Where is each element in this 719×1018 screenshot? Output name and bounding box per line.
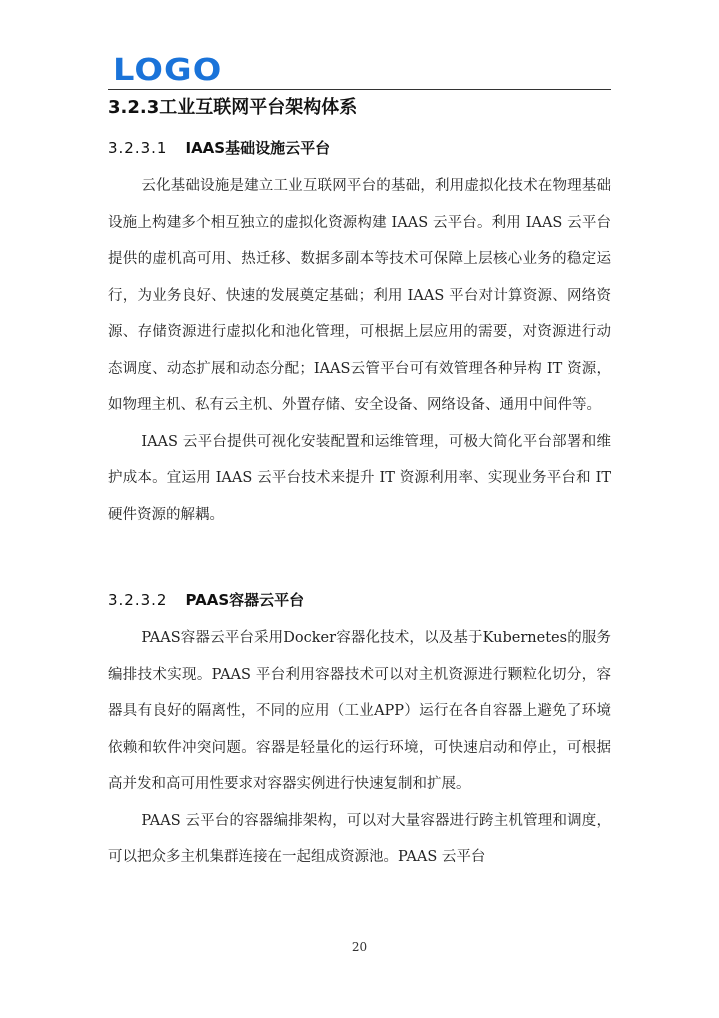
subsection-title: IAAS基础设施云平台	[185, 139, 331, 157]
section-heading: 3.2.3工业互联网平台架构体系	[108, 97, 358, 118]
paas-body	[108, 620, 611, 876]
subsection-title: PAAS容器云平台	[185, 591, 305, 609]
subsection-heading-iaas	[108, 138, 330, 158]
paragraph: IAAS 云平台提供可视化安装配置和运维管理，可极大简化平台部署和维护成本。宜运用 IAAS 云平台技术来提升 IT 资源利用率、实现业务平台和 IT 硬件资源的解耦。	[108, 433, 611, 523]
subsection-heading-paas	[108, 590, 304, 610]
header-divider	[108, 89, 611, 90]
paragraph: 云化基础设施是建立工业互联网平台的基础，利用虚拟化技术在物理基础设施上构建多个相互独立的虚拟化资源构建 IAAS 云平台。利用 IAAS 云平台提供的虚机高可用、热迁移、数据多副本等技术可保障上层核心业务的稳定运行，为业务良好、快速的发展奠定基础；利用 IAAS 平台对计算资源、网络资源、存储资源进行虚拟化和池化管理，可根据上层应用的需要，对资源进行动态调度、动态扩展和动态分配；IAAS云管平台可有效管理各种异构 IT 资源，如物理主机、私有云主机、外置存储、安全设备、网络设备、通用中间件等。	[108, 178, 611, 413]
paragraph: PAAS容器云平台采用Docker容器化技术，以及基于Kubernetes的服务编排技术实现。PAAS 平台利用容器技术可以对主机资源进行颗粒化切分，容器具有良好的隔离性，不同的应用（工业APP）运行在各自容器上避免了环境依赖和软件冲突问题。容器是轻量化的运行环境，可快速启动和停止，可根据高并发和高可用性要求对容器实例进行快速复制和扩展。	[108, 630, 611, 792]
logo: LOGO	[113, 53, 223, 88]
paragraph: PAAS 云平台的容器编排架构，可以对大量容器进行跨主机管理和调度，可以把众多主机集群连接在一起组成资源池。PAAS 云平台	[108, 812, 611, 865]
page-number: 20	[351, 940, 368, 954]
iaas-body	[108, 168, 611, 533]
subsection-number: 3.2.3.1	[108, 139, 168, 157]
subsection-number: 3.2.3.2	[108, 591, 168, 609]
